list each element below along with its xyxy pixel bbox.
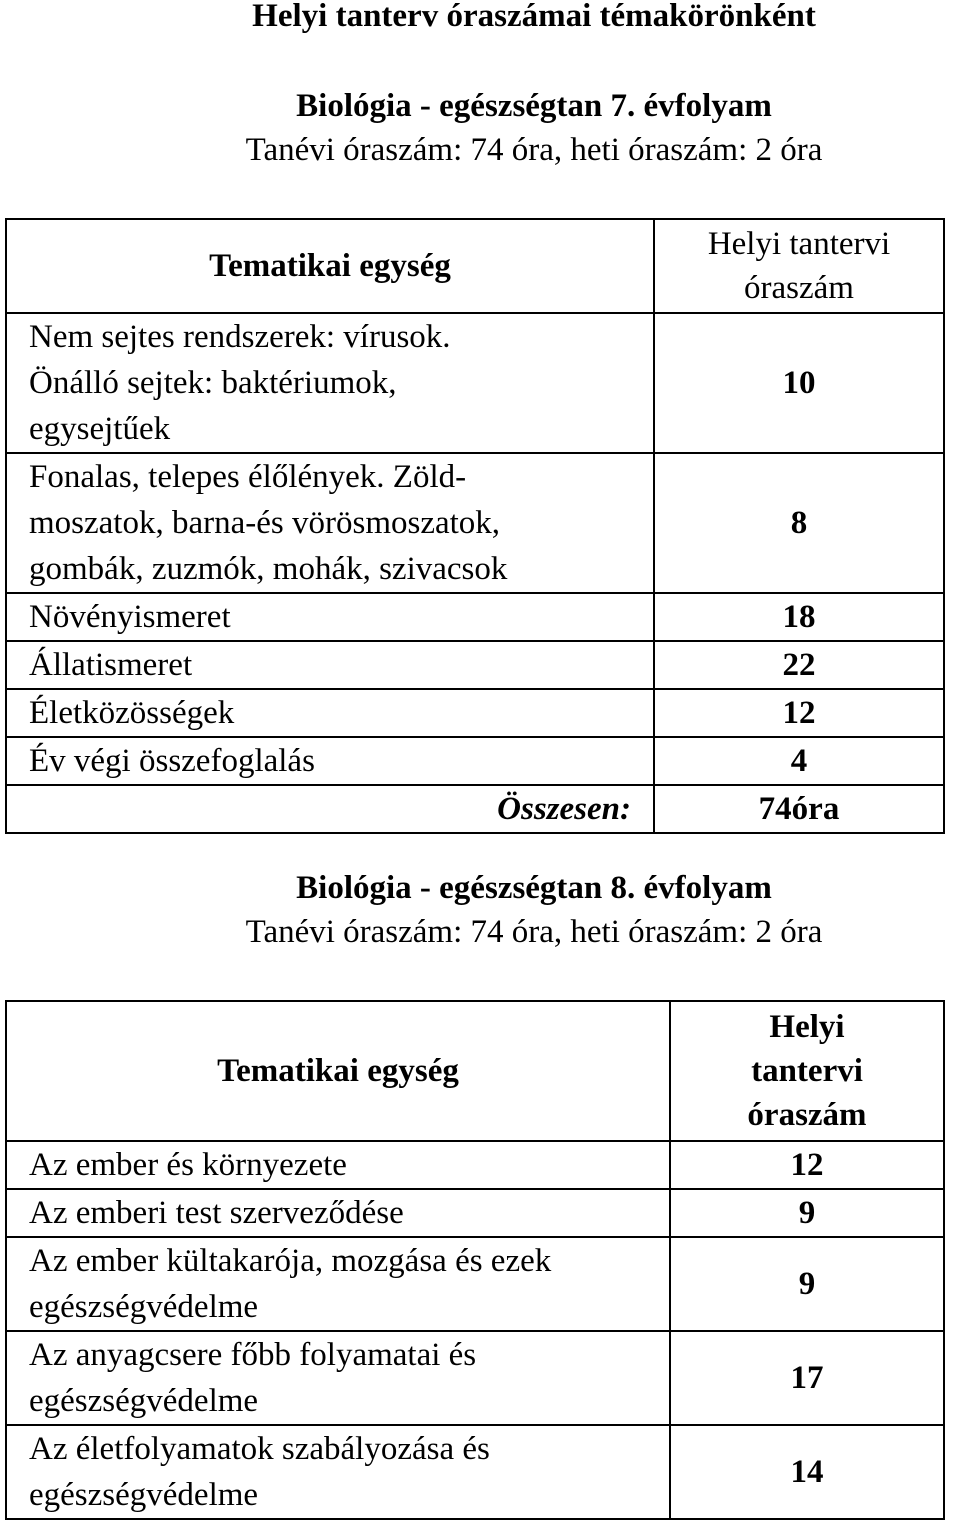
table-row — [6, 1237, 944, 1331]
col-topic-label: Tematikai egység — [217, 1053, 459, 1089]
hours-cell: 10 — [654, 313, 944, 453]
topic-cell: Állatismeret — [6, 641, 654, 689]
grade7-hours-line: Tanévi óraszám: 74 óra, heti óraszám: 2 óra — [245, 132, 823, 168]
table-row — [6, 313, 944, 453]
topic-cell: Az anyagcsere főbb folyamatai és egészségvédelme — [6, 1331, 670, 1425]
table-header-row — [6, 219, 944, 313]
topic-cell: Fonalas, telepes élőlények. Zöld-moszatok, barna-és vörösmoszatok, gombák, zuzmók, mohák, szivacsok — [6, 453, 654, 593]
table-header-row — [6, 1001, 944, 1141]
table-row — [6, 1141, 944, 1189]
hours-cell: 17 — [670, 1331, 944, 1425]
table-row — [6, 453, 944, 593]
col-hours-header — [670, 1001, 944, 1141]
col-hours-label-1: Helyi tantervi — [707, 226, 891, 262]
topic-cell: Életközösségek — [6, 689, 654, 737]
grade7-heading: Biológia - egészségtan 7. évfolyam — [296, 88, 772, 124]
col-hours-label-2: tantervi — [751, 1053, 863, 1089]
hours-cell: 9 — [670, 1189, 944, 1237]
topic-cell: Növényismeret — [6, 593, 654, 641]
table-row — [6, 1189, 944, 1237]
topic-cell: Az ember kültakarója, mozgása és ezek egészségvédelme — [6, 1237, 670, 1331]
table-row — [6, 593, 944, 641]
table-row — [6, 1331, 944, 1425]
col-hours-label-2: óraszám — [744, 270, 854, 306]
grade8-hours-line: Tanévi óraszám: 74 óra, heti óraszám: 2 óra — [245, 914, 823, 950]
hours-cell: 22 — [654, 641, 944, 689]
col-topic-label: Tematikai egység — [209, 248, 451, 284]
hours-cell: 14 — [670, 1425, 944, 1519]
hours-cell: 12 — [654, 689, 944, 737]
topic-cell: Az életfolyamatok szabályozása és egészségvédelme — [6, 1425, 670, 1519]
hours-cell: 9 — [670, 1237, 944, 1331]
topic-cell: Az emberi test szerveződése — [6, 1189, 670, 1237]
hours-cell: 12 — [670, 1141, 944, 1189]
col-hours-header — [654, 219, 944, 313]
table-row — [6, 1425, 944, 1519]
table-row — [6, 737, 944, 785]
topic-cell: Az ember és környezete — [6, 1141, 670, 1189]
hours-cell: 4 — [654, 737, 944, 785]
grade8-heading: Biológia - egészségtan 8. évfolyam — [296, 870, 772, 906]
col-topic-header — [6, 1001, 670, 1141]
table-row — [6, 689, 944, 737]
grade7-table — [5, 218, 945, 834]
total-row — [6, 785, 944, 833]
page-title: Helyi tanterv óraszámai témakörönként — [252, 0, 816, 34]
total-value: 74óra — [654, 785, 944, 833]
table-row — [6, 641, 944, 689]
col-hours-label-1: Helyi — [769, 1009, 845, 1045]
hours-cell: 8 — [654, 453, 944, 593]
topic-cell: Év végi összefoglalás — [6, 737, 654, 785]
grade8-table — [5, 1000, 945, 1520]
col-topic-header — [6, 219, 654, 313]
topic-cell: Nem sejtes rendszerek: vírusok. Önálló sejtek: baktériumok, egysejtűek — [6, 313, 654, 453]
hours-cell: 18 — [654, 593, 944, 641]
total-label: Összesen: — [6, 785, 654, 833]
col-hours-label-3: óraszám — [747, 1097, 867, 1133]
